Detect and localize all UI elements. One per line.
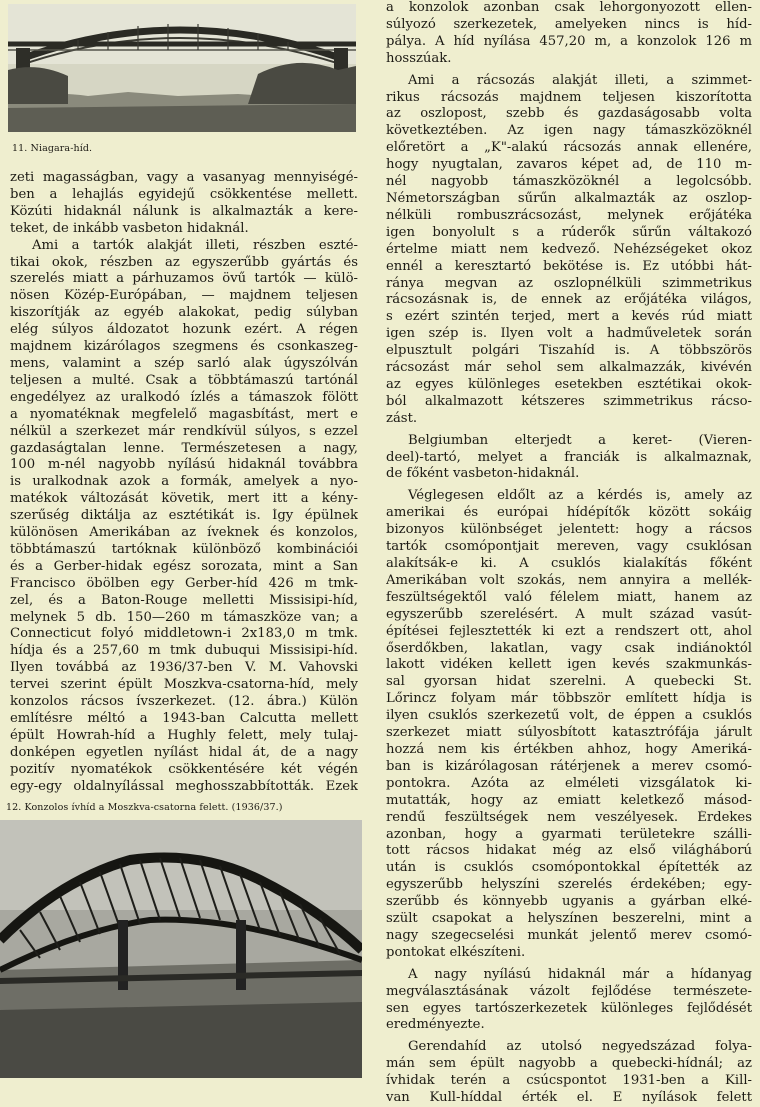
text-line: s ezért szintén terjed, mert a kevés rúd miatt [386,309,752,325]
text-line: rendű feszültségek nem veszélyesek. Érdekes [386,809,752,825]
text-line: többtámaszú tartóknak különböző kombinációi [10,541,358,557]
moscow-canal-bridge-photo [0,820,362,1078]
text-line: Ami a tartók alakját illeti, részben eszté- [32,237,358,253]
text-line: azonban, hogy a gyarmati területekre szálli- [386,826,752,842]
text-line: ilyen csuklós szerkezetű volt, de éppen a csuklós [386,708,752,724]
text-line: Németországban sűrűn alkalmazták az oszlop- [386,190,752,206]
text-line: ránya megvan az oszlopnélküli szimmetrikus [386,275,752,291]
text-line: tott rácsos hidakat még az első világháború [386,843,752,859]
text-line: gazdaságtalan lenne. Természetesen a nagy, [10,440,358,456]
text-line: majdnem kizárólagos szegmens és csonkaszeg- [10,339,358,355]
text-line: hozzá nem kis értékben ahhoz, hogy Ameriká- [386,741,752,757]
text-line: elég súlyos áldozatot hozunk ezért. A régen [10,322,358,338]
text-line: Lőrincz folyam már többször említett hídja is [386,691,752,707]
text-line: konzolos rácsos ívszerkezet. (12. ábra.) Külön [10,694,358,710]
text-line: elpusztult polgári Tiszahíd is. A többszörös [386,343,752,359]
text-line: Ilyen továbbá az 1936/37-ben V. M. Vahovski [10,660,358,676]
text-line: különösen Amerikában az íveknek és konzolos, [10,525,358,541]
text-line: az egyes különleges esetekben esztétikai okok- [386,376,752,392]
text-line: Amerikában volt szokás, nem annyira a mellék- [386,572,752,588]
text-line: következtében. Az igen nagy támaszközöknél [386,123,752,139]
text-line: donképen egyetlen nyílást hidal át, de a nagy [10,744,358,760]
text-line: tervei szerint épült Moszkva-csatorna-híd, mely [10,677,358,693]
text-line: pontokra. Azóta az elméleti vizsgálatok ki- [386,775,752,791]
text-line: az oszlopost, szebb és gazdaságosabb volta [386,106,752,122]
text-line: teket, de inkább vasbeton hidaknál. [10,220,249,236]
text-line: van Kull-híddal érték el. E nyílások felett [386,1090,752,1106]
text-line: hosszúak. [386,50,452,66]
text-line: rikus rácsozás majdnem teljesen kiszorította [386,89,752,105]
text-line: Francisco öbölben egy Gerber-híd 426 m tmk- [10,575,358,591]
text-line: nösen Közép-Európában, — majdnem teljesen [10,288,358,304]
text-line: feszültségektől való félelem miatt, hanem az [386,589,752,605]
text-line: szerelés miatt a párhuzamos övű tartók — külö- [10,271,358,287]
text-line: nélkül a szerkezet már rendkívül súlyos, s ezzel [10,423,358,439]
text-line: szerkezet miatt súlyosbított katasztrófája járult [386,725,752,741]
text-line: nél nagyobb támaszközöknél a legolcsóbb. [386,174,752,190]
text-line: alakítsák-e ki. A csuklós kialakítás főként [386,556,752,571]
text-line: rácsozást már sehol sem alkalmazzák, kivévén [386,360,752,376]
text-line: előretört a „K"-alakú rácsozás annak ellenére, [386,140,752,156]
text-line: nagy szegecselési munkát jelentő merev csomó- [386,927,752,943]
text-line: amerikai és európai hídépítők között sokáig [386,505,752,521]
text-line: ben a lehajlás egyidejű csökkentése mellett. [10,186,358,202]
text-line: igen szép is. Ilyen volt a hadműveletek során [386,326,752,342]
text-line: épült Howrah-híd a Hughly felett, mely tulaj- [10,727,358,743]
text-line: után is csuklós csomópontokkal építették az [386,860,752,876]
text-line: szült csapokat a helyszínen beszerelni, mint a [386,911,752,927]
text-line: eredményezte. [386,1017,485,1033]
text-line: Connecticut folyó middletown-i 2x183,0 m tmk. [10,626,358,642]
text-line: pozitív nyomatékok csökkentésére két végén [10,761,358,777]
figure-12-caption: 12. Konzolos ívhíd a Moszkva-csatorna felett. (1936/37.) [6,802,283,813]
niagara-bridge-photo [8,4,356,132]
text-line: ban is kizárólagosan rátérjenek a merev csomó- [386,758,752,774]
text-line: építései fejlesztették ki ezt a rendszert ott, ahol [386,623,752,639]
text-line: súlyozó szerkezetek, amelyeken nincs is híd- [386,16,752,32]
text-line: hídja és a 257,60 m tmk dubuqui Missisipi-híd. [10,643,358,659]
text-line: is uralkodnak azok a formák, amelyek a nyo- [10,474,358,490]
text-line: egyszerűbb helyszíni szerelés érdekében; egy- [386,877,752,893]
text-line: zást. [386,410,418,426]
text-line: de főként vasbeton-hidaknál. [386,466,580,482]
text-line: engedélyez az uralkodó ízlés a támaszok fölött [10,389,358,405]
left-column-text [10,170,358,796]
text-line: egyszerűbb szerelésért. A mult század vasút- [386,606,752,622]
text-line: megválasztásának vázolt fejlődése természete- [386,983,752,999]
text-line: zel, és a Baton-Rouge melletti Missisipi-híd, [10,592,358,608]
text-line: pontokat elkészíteni. [386,944,526,960]
text-line: tartók csomópontjait mereven, vagy csuklósan [386,539,752,555]
text-line: teljesen a multé. Csak a többtámaszú tartónál [10,372,358,388]
text-line: Ami a rácsozás alakját illeti, a szimmet- [408,72,752,88]
text-line: és a Gerber-hidak egész sorozata, mint a San [10,558,358,574]
text-line: sal gyorsan hidat szerelni. A quebecki St. [386,674,752,690]
text-line: 100 m-nél nagyobb nyílású hidaknál továbbra [10,457,358,473]
text-line: deel)-tartó, melyet a franciák is alkalmaznak, [386,449,752,465]
text-line: A nagy nyílású hidaknál már a hídanyag [408,966,752,982]
text-line: mán sem épült nagyobb a quebecki-hídnál; az [386,1056,752,1072]
text-line: lakott vidéken kellett igen kevés szakmunkás- [386,657,752,673]
text-line: kiszorítják az egyéb alakokat, pedig súlyban [10,305,358,321]
text-line: Közúti hidaknál nálunk is alkalmazták a kere- [10,203,358,219]
text-line: mutatták, hogy az emiatt keletkező másod- [386,792,752,808]
text-line: ennél a keresztartó bekötése is. Ez utóbbi hát- [386,258,752,274]
right-column-text [386,0,752,1107]
text-line: bizonyos különbséget jelentett: hogy a rácsos [386,522,752,538]
text-line: tikai okok, részben az egyszerűbb gyártás és [10,254,358,270]
text-line: egy-egy oldalnyílással meghosszabbították. Ezek [10,778,358,794]
text-line: ívhidak terén a csúcspontot 1931-ben a Kill- [386,1073,752,1089]
text-line: melynek 5 db. 150—260 m támaszköze van; a [10,609,358,625]
text-line: őserdőkben, lakatlan, vagy csak indiánoktól [386,640,752,656]
text-line: ból alkalmazott kétszeres szimmetrikus rácso- [386,393,752,409]
text-line: zeti magasságban, vagy a vasanyag mennyiségé- [10,170,358,185]
text-line: szerűbb és könnyebb ugyanis a gyárban elké- [386,894,752,910]
text-line: értelme miatt nem kedvező. Nehézségeket okoz [386,241,752,257]
text-line: matékok változását követik, mert itt a kény- [10,491,358,507]
text-line: Belgiumban elterjedt a keret- (Vieren- [408,432,752,448]
text-line: hogy nyugtalan, zavaros képet ad, de 110 m- [386,157,752,173]
text-line: nélküli rombuszrácsozást, melynek erőjátéka [386,207,752,223]
text-line: igen bonyolult s a rúderők sűrűn váltakozó [386,224,752,240]
text-line: pálya. A híd nyílása 457,20 m, a konzolok 126 m [386,33,752,49]
text-line: a konzolok azonban csak lehorgonyozott ellen- [386,0,752,15]
text-line: mens, valamint a szép sarló alak úgyszólván [10,355,358,371]
text-line: Gerendahíd az utolsó negyedszázad folya- [408,1039,752,1055]
text-line: a nyomatéknak megfelelő magasbítást, mert e [10,406,358,422]
text-line: említésre méltó a 1943-ban Calcutta mellett [10,711,358,726]
text-line: Véglegesen eldőlt az a kérdés is, amely az [408,488,752,504]
text-line: sen egyes tartószerkezetek különleges fejlődését [386,1000,752,1016]
text-line: rácsozásnak is, de ennek az erőjátéka világos, [386,292,752,308]
text-line: szerűség diktálja az esztétikát is. Így épülnek [10,508,358,524]
figure-11-caption: 11. Niagara-híd. [12,143,93,154]
